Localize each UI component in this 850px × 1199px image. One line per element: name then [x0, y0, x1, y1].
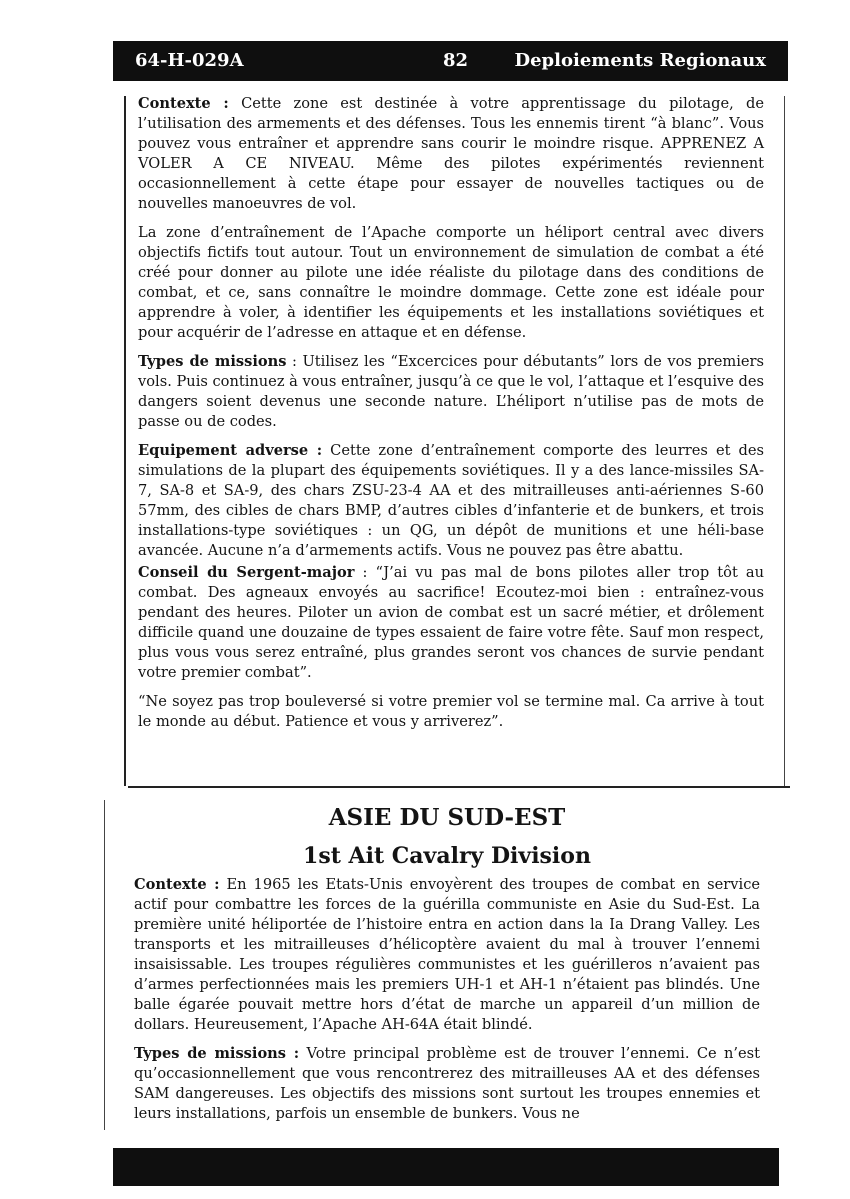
paragraph-zone-description [138, 223, 764, 343]
paragraph-mission-types [134, 1044, 760, 1124]
right-margin-rule [784, 96, 785, 786]
paragraph-text: : “J’ai vu pas mal de bons pilotes aller trop tôt au combat. Des agneaux envoyés au sacrifice! Ecoutez-moi bien : entraînez-vous pendant des heures. Piloter un avion de combat est un sacré métier, et drôlement difficile quand une douzaine de types essaient de faire votre fête. Sauf mon respect, plus vous vous serez entraîné, plus grandes seront vos chances de survie pendant votre premier combat”. [138, 564, 764, 681]
training-zone-text [138, 94, 764, 741]
paragraph-text: “Ne soyez pas trop bouleversé si votre premier vol se termine mal. Ca arrive à tout le monde au début. Patience et vous y arriverez”. [138, 693, 764, 730]
paragraph-label: Contexte : [138, 95, 229, 112]
left-margin-rule-lower [104, 800, 105, 1130]
left-margin-rule [124, 96, 126, 786]
paragraph-label: Types de missions : [134, 1045, 300, 1062]
paragraph-label: Types de missions [138, 353, 287, 370]
page-footer-bar [113, 1148, 779, 1186]
paragraph-context [134, 875, 760, 1035]
paragraph-label: Equipement adverse : [138, 442, 323, 459]
section-divider [128, 786, 790, 788]
paragraph-label: Contexte : [134, 876, 220, 893]
unit-subtitle: 1st Ait Cavalry Division [303, 843, 591, 869]
paragraph-text: Votre principal problème est de trouver l’ennemi. Ce n’est qu’occasionnellement que vous rencontrerez des mitrailleuses AA et des défenses SAM dangereuses. Les objectifs des missions sont surtout les troupes ennemies et leurs installations, parfois un ensemble de bunkers. Vous ne [134, 1045, 760, 1122]
paragraph-text: : Utilisez les “Excercices pour débutants” lors de vos premiers vols. Puis continuez à vous entraîner, jusqu’à ce que le vol, l’attaque et l’esquive des dangers soient devenus une seconde nature. L’héliport n’utilise pas de mots de passe ou de codes. [138, 353, 764, 430]
section-heading: Deploiements Regionaux [514, 50, 766, 71]
asia-section-text [134, 875, 760, 1133]
paragraph-context [138, 94, 764, 214]
region-title: ASIE DU SUD-EST [328, 804, 566, 831]
paragraph-mission-types [138, 352, 764, 432]
paragraph-enemy-equipment [138, 441, 764, 561]
paragraph-label: Conseil du Sergent-major [138, 564, 355, 581]
paragraph-text: Cette zone d’entraînement comporte des leurres et des simulations de la plupart des équipements soviétiques. Il y a des lance-missiles SA-7, SA-8 et SA-9, des chars ZSU-23-4 AA et des mitrailleuses anti-aériennes S-60 57mm, des cibles de chars BMP, d’autres cibles d’infanterie et de bunkers, et trois installations-type soviétiques : un QG, un dépôt de munitions et une héli-base avancée. Aucune n’a d’armements actifs. Vous ne pouvez pas être abattu. [138, 442, 764, 559]
page-header-bar [113, 41, 788, 81]
page-number: 82 [443, 50, 469, 71]
document-code: 64-H-029A [135, 50, 244, 71]
paragraph-closing-quote [138, 692, 764, 732]
paragraph-sergeant-advice [138, 563, 764, 683]
paragraph-text: Cette zone est destinée à votre apprentissage du pilotage, de l’utilisation des armements et des défenses. Tous les ennemis tirent “à blanc”. Vous pouvez vous entraîner et apprendre sans courir le moindre risque. APPRENEZ A VOLER A CE NIVEAU. Même des pilotes expérimentés reviennent occasionnellement à cette étape pour essayer de nouvelles tactiques ou de nouvelles manoeuvres de vol. [138, 95, 764, 212]
paragraph-text: En 1965 les Etats-Unis envoyèrent des troupes de combat en service actif pour combattre les forces de la guérilla communiste en Asie du Sud-Est. La première unité héliportée de l’histoire entra en action dans la Ia Drang Valley. Les transports et les mitrailleuses d’hélicoptère avaient du mal à trouver l’ennemi insaisissable. Les troupes régulières communistes et les guérilleros n’avaient pas d’armes perfectionnées mais les premiers UH-1 et AH-1 n’étaient pas blindés. Une balle égarée pouvait mettre hors d’état de marche un appareil d’un million de dollars. Heureusement, l’Apache AH-64A était blindé. [134, 876, 760, 1033]
paragraph-text: La zone d’entraînement de l’Apache comporte un héliport central avec divers objectifs fictifs tout autour. Tout un environnement de simulation de combat a été créé pour donner au pilote une idée réaliste du pilotage dans des conditions de combat, et ce, sans connaître le moindre dommage. Cette zone est idéale pour apprendre à voler, à identifier les équipements et les installations soviétiques et pour acquérir de l’adresse en attaque et en défense. [138, 224, 764, 341]
